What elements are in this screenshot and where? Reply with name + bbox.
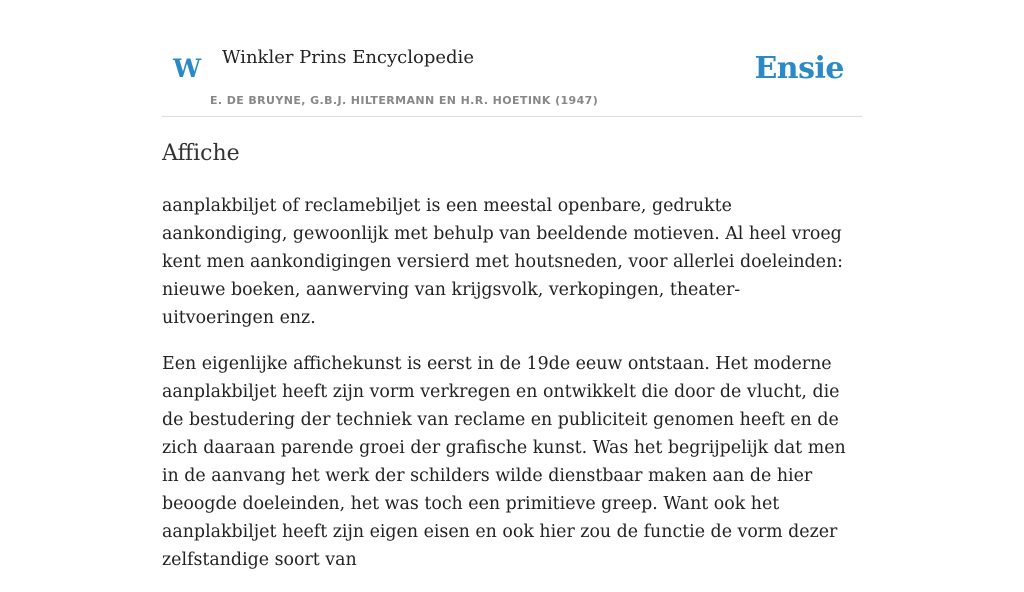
article-paragraph: Een eigenlijke affichekunst is eerst in de 19de eeuw ontstaan. Het moderne aanplakbiljet heeft zijn vorm verkregen en ontwikkelt die door de vlucht, die de bestudering der techniek van reclame en publiciteit genomen heeft en de zich daaraan parende groei der grafische kunst. Was het begrijpelijk dat men in de aanvang het werk der schilders wilde dienstbaar maken aan de hier beoogde doeleinden, het was toch een primitieve greep. Want ook het aanplakbiljet heeft zijn eigen eisen en ook hier zou de functie de vorm dezer zelfstandige soort van [162, 354, 846, 570]
article-title: Affiche [162, 141, 240, 166]
source-header [162, 0, 862, 117]
source-title[interactable]: Winkler Prins Encyclopedie [222, 47, 474, 68]
ensie-logo[interactable]: Ensie [754, 51, 844, 86]
article-paragraph: aanplakbiljet of reclamebiljet is een meestal openbare, gedrukte aankondiging, gewoonlijk met behulp van beeldende motieven. Al heel vroeg kent men aankondigingen versierd met houtsneden, voor allerlei doeleinden: nieuwe boeken, aanwerving van krijgsvolk, verkopingen, theater-uitvoeringen enz. [162, 196, 844, 328]
winkler-prins-logo[interactable]: W [173, 54, 202, 83]
article-body [162, 192, 852, 592]
source-authors: E. DE BRUYNE, G.B.J. HILTERMANN EN H.R. HOETINK (1947) [210, 94, 599, 107]
